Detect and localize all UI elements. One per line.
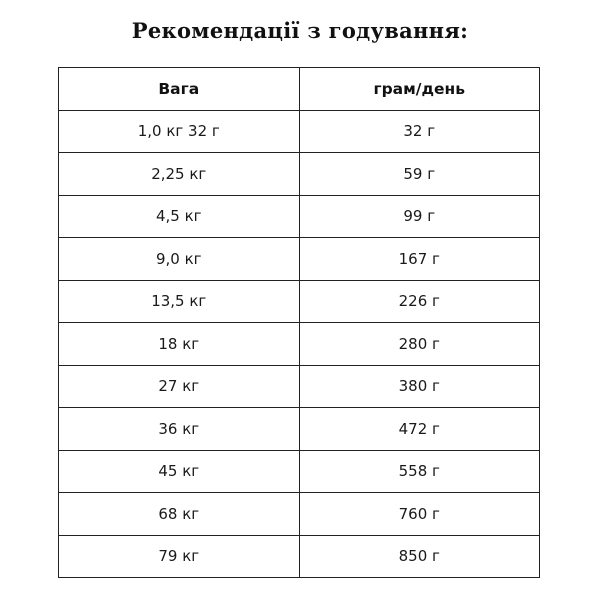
table-row — [59, 493, 540, 536]
feeding-table — [58, 67, 540, 578]
grams-cell: 59 г — [299, 153, 540, 196]
table-row — [59, 110, 540, 153]
weight-cell: 13,5 кг — [59, 280, 300, 323]
weight-cell: 9,0 кг — [59, 238, 300, 281]
grams-cell: 226 г — [299, 280, 540, 323]
weight-cell: 45 кг — [59, 450, 300, 493]
weight-cell: 4,5 кг — [59, 195, 300, 238]
grams-cell: 850 г — [299, 535, 540, 578]
weight-cell: 2,25 кг — [59, 153, 300, 196]
table-row — [59, 535, 540, 578]
table-row — [59, 450, 540, 493]
weight-cell: 1,0 кг 32 г — [59, 110, 300, 153]
grams-cell: 558 г — [299, 450, 540, 493]
grams-cell: 99 г — [299, 195, 540, 238]
header-weight: Вага — [59, 68, 300, 111]
grams-cell: 280 г — [299, 323, 540, 366]
weight-cell: 79 кг — [59, 535, 300, 578]
weight-cell: 27 кг — [59, 365, 300, 408]
grams-cell: 472 г — [299, 408, 540, 451]
weight-cell: 68 кг — [59, 493, 300, 536]
table-row — [59, 238, 540, 281]
table-row — [59, 153, 540, 196]
table-row — [59, 195, 540, 238]
page-title: Рекомендації з годування: — [131, 18, 469, 43]
header-grams-per-day: грам/день — [299, 68, 540, 111]
table-row — [59, 323, 540, 366]
table-row — [59, 280, 540, 323]
table-row — [59, 365, 540, 408]
grams-cell: 380 г — [299, 365, 540, 408]
weight-cell: 36 кг — [59, 408, 300, 451]
grams-cell: 32 г — [299, 110, 540, 153]
table-row — [59, 408, 540, 451]
grams-cell: 167 г — [299, 238, 540, 281]
table-header-row — [59, 68, 540, 111]
grams-cell: 760 г — [299, 493, 540, 536]
weight-cell: 18 кг — [59, 323, 300, 366]
